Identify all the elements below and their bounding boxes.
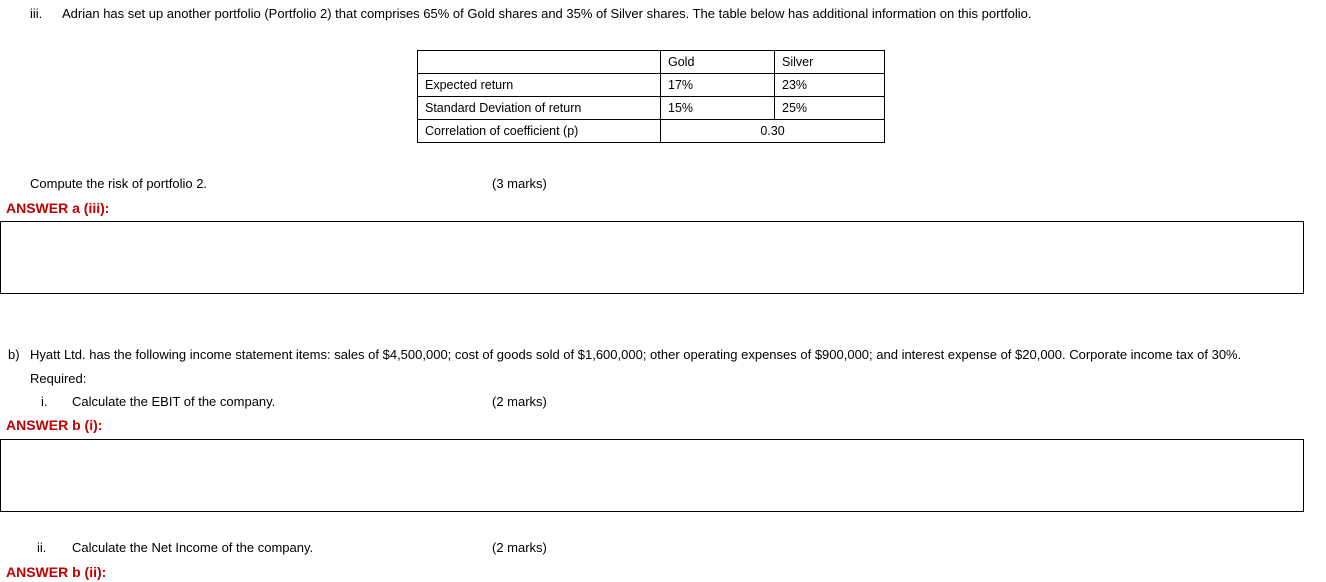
marks-label: (2 marks) (492, 540, 547, 555)
required-label: Required: (30, 371, 87, 386)
answer-box-a-iii[interactable] (0, 221, 1304, 294)
table-cell-silver: 25% (775, 97, 885, 120)
table-cell-correlation: 0.30 (661, 120, 885, 143)
marks-label: (3 marks) (492, 176, 547, 191)
table-header-gold: Gold (661, 51, 775, 74)
table-row (418, 74, 885, 97)
answer-label-b-ii: ANSWER b (ii): (6, 564, 107, 580)
table-cell-silver: 23% (775, 74, 885, 97)
task-calculate-net-income: Calculate the Net Income of the company. (72, 540, 314, 555)
table-row (418, 120, 885, 143)
task-calculate-ebit: Calculate the EBIT of the company. (72, 394, 276, 409)
table-row-label: Expected return (418, 74, 661, 97)
table-row (418, 97, 885, 120)
answer-box-b-i[interactable] (0, 439, 1304, 512)
table-row-label: Standard Deviation of return (418, 97, 661, 120)
question-number-b-ii: ii. (37, 540, 47, 555)
answer-label-b-i: ANSWER b (i): (6, 417, 103, 433)
question-text-b: Hyatt Ltd. has the following income statement items: sales of $4,500,000; cost of goods sold of $1,600,000; other operating expenses of $900,000; and interest expense of $20,000. Corporate income tax of 30%. (30, 347, 1242, 362)
question-number-iii: iii. (30, 6, 43, 21)
table-header-silver: Silver (775, 51, 885, 74)
table-cell-gold: 17% (661, 74, 775, 97)
table-cell-gold: 15% (661, 97, 775, 120)
table-row-label: Correlation of coefficient (p) (418, 120, 661, 143)
task-compute-risk: Compute the risk of portfolio 2. (30, 176, 208, 191)
portfolio-table (417, 50, 885, 143)
question-number-b: b) (8, 347, 20, 362)
table-header-empty (418, 51, 661, 74)
question-text: Adrian has set up another portfolio (Portfolio 2) that comprises 65% of Gold shares and 35% of Silver shares. The table below has additional information on this portfolio. (62, 6, 1032, 21)
question-number-b-i: i. (41, 394, 48, 409)
answer-label-a-iii: ANSWER a (iii): (6, 200, 110, 216)
table-header-row (418, 51, 885, 74)
marks-label: (2 marks) (492, 394, 547, 409)
